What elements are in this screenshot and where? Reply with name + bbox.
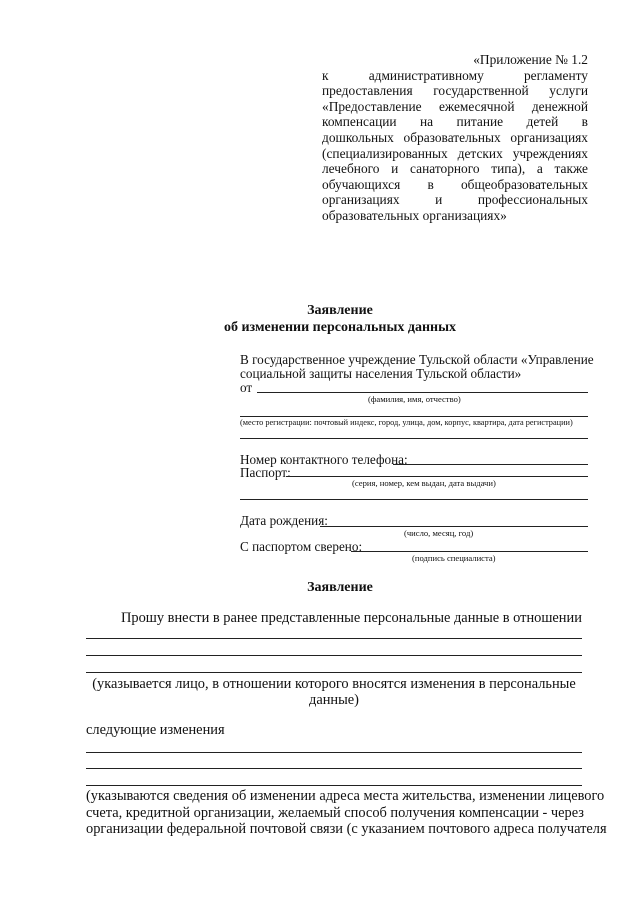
passport-field-2[interactable] — [240, 499, 588, 500]
changes-label: следующие изменения — [86, 722, 225, 738]
document-subtitle: об изменении персональных данных — [223, 320, 457, 335]
appendix-line-8: лечебного и санаторного типа), а также — [322, 161, 588, 177]
person-field-3[interactable] — [86, 672, 582, 673]
appendix-line-1: «Приложение № 1.2 — [473, 52, 588, 67]
person-hint-1: (указывается лицо, в отношении которого вносятся изменения в персональные — [92, 676, 576, 692]
appendix-line-6: дошкольных образовательных организациях — [322, 129, 588, 145]
changes-field-3[interactable] — [86, 785, 582, 786]
person-field-1[interactable] — [86, 638, 582, 639]
appendix-line-2: к административному регламенту — [322, 67, 588, 83]
phone-label: Номер контактного телефона: — [240, 452, 408, 467]
appendix-line-10: организациях и профессиональных — [322, 192, 588, 208]
document-title: Заявление — [307, 303, 373, 318]
verified-field[interactable] — [351, 551, 588, 552]
birth-field[interactable] — [320, 526, 588, 527]
person-field-2[interactable] — [86, 655, 582, 656]
changes-hint-2: счета, кредитной организации, желаемый способ получения компенсации - через — [86, 805, 584, 821]
verified-label: С паспортом сверено: — [240, 539, 363, 554]
fio-field[interactable] — [257, 392, 588, 393]
passport-field-1[interactable] — [286, 476, 588, 477]
changes-hint-1: (указываются сведения об изменении адреса места жительства, изменении лицевого — [86, 788, 605, 804]
changes-field-1[interactable] — [86, 752, 582, 753]
body-title: Заявление — [307, 580, 373, 595]
verified-hint: (подпись специалиста) — [412, 553, 496, 563]
address-hint: (место регистрации: почтовый индекс, город, улица, дом, корпус, квартира, дата регистрации) — [240, 418, 573, 427]
appendix-line-5: компенсации на питание детей в — [322, 114, 588, 130]
request-text: Прошу внести в ранее представленные персональные данные в отношении — [121, 610, 582, 626]
passport-label: Паспорт: — [240, 465, 291, 480]
recipient-line-1: В государственное учреждение Тульской области «Управление — [240, 352, 594, 367]
address-field-1[interactable] — [240, 416, 588, 417]
passport-hint: (серия, номер, кем выдан, дата выдачи) — [352, 478, 496, 488]
appendix-block — [322, 52, 588, 224]
birth-hint: (число, месяц, год) — [404, 528, 474, 538]
fio-hint: (фамилия, имя, отчество) — [368, 394, 461, 404]
person-hint-2: данные) — [309, 692, 359, 708]
appendix-line-9: обучающихся в общеобразовательных — [322, 176, 588, 192]
from-label: от — [240, 380, 253, 395]
birth-label: Дата рождения: — [240, 513, 328, 528]
address-field-2[interactable] — [240, 438, 588, 439]
appendix-line-11: образовательных организациях» — [322, 207, 507, 223]
changes-field-2[interactable] — [86, 768, 582, 769]
appendix-line-7: (специализированных детских учреждениях — [322, 145, 588, 161]
recipient-line-2: социальной защиты населения Тульской области» — [240, 366, 522, 381]
appendix-line-4: «Предоставление ежемесячной денежной — [322, 98, 588, 114]
appendix-line-3: предоставления государственной услуги — [322, 83, 588, 99]
phone-field[interactable] — [393, 464, 588, 465]
changes-hint-3: организации федеральной почтовой связи (с указанием почтового адреса получателя — [86, 821, 607, 837]
